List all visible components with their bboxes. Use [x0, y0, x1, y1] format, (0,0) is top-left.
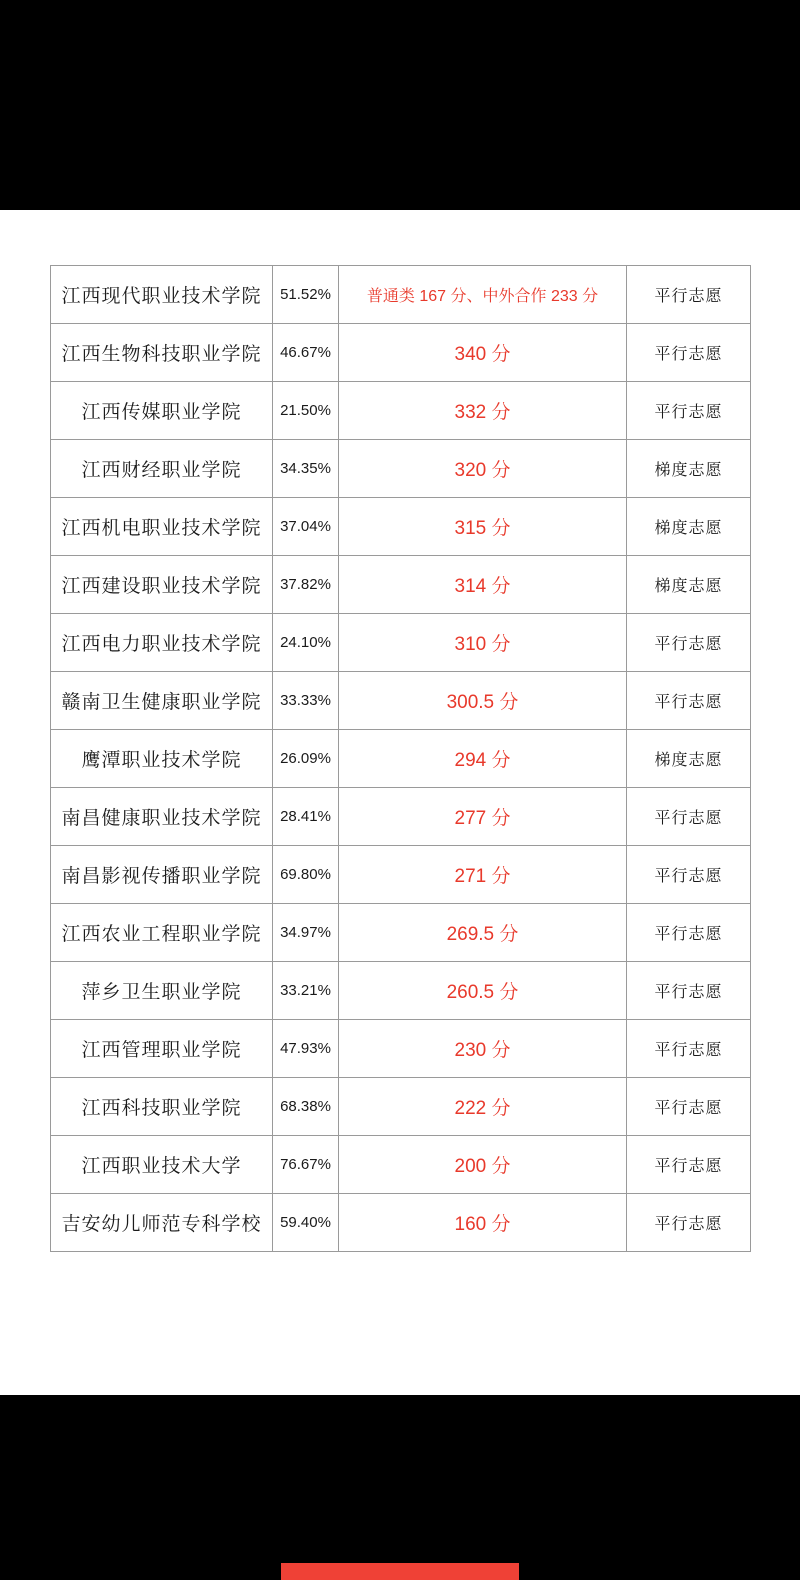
- school-name-cell: 江西管理职业学院: [51, 1020, 273, 1078]
- volunteer-type-cell: 平行志愿: [627, 1136, 751, 1194]
- score-line-cell: 269.5 分: [339, 904, 627, 962]
- score-line-cell: 230 分: [339, 1020, 627, 1078]
- school-name-cell: 江西农业工程职业学院: [51, 904, 273, 962]
- volunteer-type-cell: 平行志愿: [627, 672, 751, 730]
- score-line-cell: 300.5 分: [339, 672, 627, 730]
- table-row: [51, 1020, 751, 1078]
- score-line-cell: 315 分: [339, 498, 627, 556]
- school-name-cell: 江西职业技术大学: [51, 1136, 273, 1194]
- score-line-cell: 260.5 分: [339, 962, 627, 1020]
- volunteer-type-cell: 平行志愿: [627, 846, 751, 904]
- score-line-cell: 332 分: [339, 382, 627, 440]
- admission-rate-cell: 33.33%: [273, 672, 339, 730]
- table-row: [51, 324, 751, 382]
- volunteer-type-cell: 梯度志愿: [627, 556, 751, 614]
- score-line-cell: 294 分: [339, 730, 627, 788]
- table-row: [51, 846, 751, 904]
- score-line-cell: 222 分: [339, 1078, 627, 1136]
- table-row: [51, 382, 751, 440]
- score-line-cell: 277 分: [339, 788, 627, 846]
- table-row: [51, 1194, 751, 1252]
- table-row: [51, 904, 751, 962]
- admission-rate-cell: 34.97%: [273, 904, 339, 962]
- school-name-cell: 吉安幼儿师范专科学校: [51, 1194, 273, 1252]
- school-name-cell: 赣南卫生健康职业学院: [51, 672, 273, 730]
- bottom-letterbox-bar: [0, 1395, 800, 1563]
- school-name-cell: 江西传媒职业学院: [51, 382, 273, 440]
- admission-score-table: [50, 265, 751, 1252]
- school-name-cell: 江西现代职业技术学院: [51, 266, 273, 324]
- table-row: [51, 440, 751, 498]
- volunteer-type-cell: 平行志愿: [627, 382, 751, 440]
- score-line-cell: 340 分: [339, 324, 627, 382]
- volunteer-type-cell: 梯度志愿: [627, 498, 751, 556]
- document-page: [0, 210, 800, 1395]
- top-letterbox-bar: [0, 0, 800, 210]
- school-name-cell: 江西建设职业技术学院: [51, 556, 273, 614]
- table-row: [51, 788, 751, 846]
- volunteer-type-cell: 平行志愿: [627, 962, 751, 1020]
- volunteer-type-cell: 平行志愿: [627, 788, 751, 846]
- admission-rate-cell: 69.80%: [273, 846, 339, 904]
- admission-rate-cell: 24.10%: [273, 614, 339, 672]
- school-name-cell: 江西科技职业学院: [51, 1078, 273, 1136]
- school-name-cell: 江西电力职业技术学院: [51, 614, 273, 672]
- volunteer-type-cell: 梯度志愿: [627, 440, 751, 498]
- school-name-cell: 南昌健康职业技术学院: [51, 788, 273, 846]
- admission-rate-cell: 33.21%: [273, 962, 339, 1020]
- volunteer-type-cell: 平行志愿: [627, 614, 751, 672]
- table-row: [51, 672, 751, 730]
- score-line-cell: 320 分: [339, 440, 627, 498]
- table-row: [51, 730, 751, 788]
- school-name-cell: 江西财经职业学院: [51, 440, 273, 498]
- table-row: [51, 498, 751, 556]
- admission-rate-cell: 59.40%: [273, 1194, 339, 1252]
- table-row: [51, 1136, 751, 1194]
- admission-rate-cell: 76.67%: [273, 1136, 339, 1194]
- admission-rate-cell: 26.09%: [273, 730, 339, 788]
- score-line-cell: 200 分: [339, 1136, 627, 1194]
- school-name-cell: 南昌影视传播职业学院: [51, 846, 273, 904]
- table-row: [51, 266, 751, 324]
- table-body: [51, 266, 751, 1252]
- volunteer-type-cell: 梯度志愿: [627, 730, 751, 788]
- table-row: [51, 614, 751, 672]
- school-name-cell: 江西生物科技职业学院: [51, 324, 273, 382]
- admission-rate-cell: 46.67%: [273, 324, 339, 382]
- score-line-cell: 314 分: [339, 556, 627, 614]
- volunteer-type-cell: 平行志愿: [627, 1194, 751, 1252]
- admission-rate-cell: 68.38%: [273, 1078, 339, 1136]
- school-name-cell: 鹰潭职业技术学院: [51, 730, 273, 788]
- admission-rate-cell: 21.50%: [273, 382, 339, 440]
- table-row: [51, 556, 751, 614]
- school-name-cell: 萍乡卫生职业学院: [51, 962, 273, 1020]
- score-line-cell: 271 分: [339, 846, 627, 904]
- table-row: [51, 1078, 751, 1136]
- admission-rate-cell: 28.41%: [273, 788, 339, 846]
- score-line-cell: 160 分: [339, 1194, 627, 1252]
- volunteer-type-cell: 平行志愿: [627, 1078, 751, 1136]
- admission-rate-cell: 34.35%: [273, 440, 339, 498]
- volunteer-type-cell: 平行志愿: [627, 266, 751, 324]
- admission-rate-cell: 47.93%: [273, 1020, 339, 1078]
- volunteer-type-cell: 平行志愿: [627, 324, 751, 382]
- score-line-cell: 310 分: [339, 614, 627, 672]
- score-line-cell: 普通类 167 分、中外合作 233 分: [339, 266, 627, 324]
- admission-rate-cell: 51.52%: [273, 266, 339, 324]
- admission-rate-cell: 37.82%: [273, 556, 339, 614]
- admission-rate-cell: 37.04%: [273, 498, 339, 556]
- volunteer-type-cell: 平行志愿: [627, 904, 751, 962]
- school-name-cell: 江西机电职业技术学院: [51, 498, 273, 556]
- volunteer-type-cell: 平行志愿: [627, 1020, 751, 1078]
- table-row: [51, 962, 751, 1020]
